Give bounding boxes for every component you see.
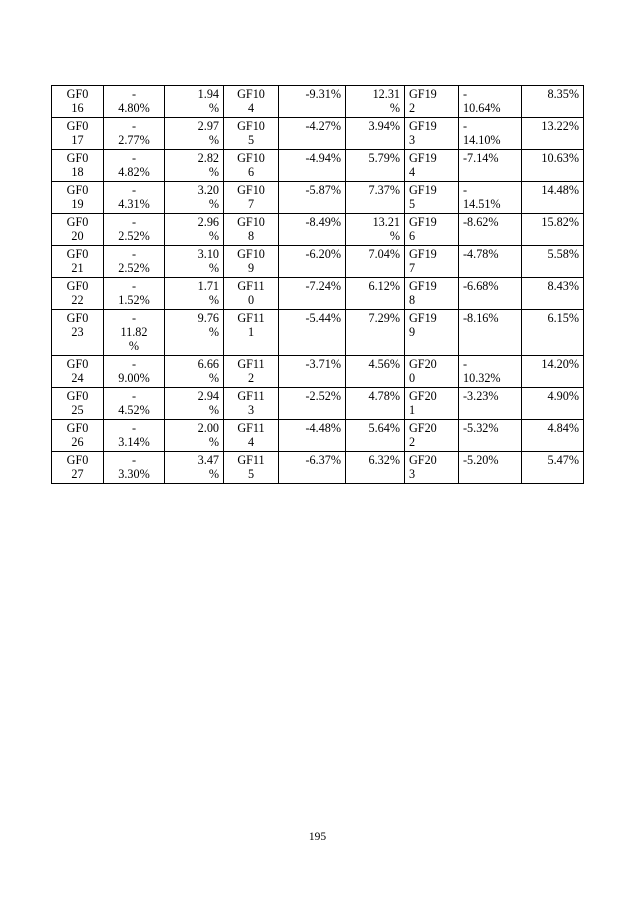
table-cell-high-a: 2.82 % <box>165 150 224 182</box>
table-cell-low-a: - 9.00% <box>104 356 165 388</box>
table-cell-low-b: -8.49% <box>279 214 346 246</box>
table-row <box>52 246 584 278</box>
table-row <box>52 420 584 452</box>
table-cell-high-b: 7.04% <box>346 246 405 278</box>
table-cell-high-c: 13.22% <box>522 118 584 150</box>
table-cell-high-a: 3.47 % <box>165 452 224 484</box>
table-cell-id-a: GF0 27 <box>52 452 104 484</box>
table-cell-low-a: - 3.14% <box>104 420 165 452</box>
table-cell-low-b: -5.44% <box>279 310 346 356</box>
table-cell-low-c: - 14.51% <box>459 182 522 214</box>
table-row <box>52 214 584 246</box>
table-cell-high-b: 6.12% <box>346 278 405 310</box>
table-cell-id-b: GF11 3 <box>224 388 279 420</box>
table-cell-high-a: 3.20 % <box>165 182 224 214</box>
table-cell-id-a: GF0 20 <box>52 214 104 246</box>
table-cell-high-b: 7.37% <box>346 182 405 214</box>
table-cell-high-c: 8.35% <box>522 86 584 118</box>
table-cell-high-c: 10.63% <box>522 150 584 182</box>
table-body <box>52 86 584 484</box>
table-cell-high-a: 1.71 % <box>165 278 224 310</box>
table-cell-id-b: GF11 2 <box>224 356 279 388</box>
table-cell-id-c: GF19 2 <box>405 86 459 118</box>
table-cell-low-b: -2.52% <box>279 388 346 420</box>
table-cell-high-b: 5.64% <box>346 420 405 452</box>
table-cell-high-c: 4.90% <box>522 388 584 420</box>
table-cell-high-a: 1.94 % <box>165 86 224 118</box>
table-cell-id-c: GF19 8 <box>405 278 459 310</box>
table-cell-high-b: 5.79% <box>346 150 405 182</box>
table-cell-id-c: GF19 5 <box>405 182 459 214</box>
table-row <box>52 388 584 420</box>
table-cell-id-a: GF0 19 <box>52 182 104 214</box>
table-cell-id-c: GF20 3 <box>405 452 459 484</box>
table-cell-id-c: GF19 7 <box>405 246 459 278</box>
table-cell-id-c: GF19 6 <box>405 214 459 246</box>
table-cell-low-b: -6.37% <box>279 452 346 484</box>
table-cell-id-c: GF20 0 <box>405 356 459 388</box>
table-cell-id-b: GF11 1 <box>224 310 279 356</box>
table-cell-low-b: -9.31% <box>279 86 346 118</box>
table-cell-id-a: GF0 24 <box>52 356 104 388</box>
table-cell-low-b: -6.20% <box>279 246 346 278</box>
table-cell-id-c: GF19 4 <box>405 150 459 182</box>
table-cell-id-a: GF0 23 <box>52 310 104 356</box>
table-cell-low-a: - 3.30% <box>104 452 165 484</box>
table-cell-id-a: GF0 22 <box>52 278 104 310</box>
table-cell-high-a: 2.00 % <box>165 420 224 452</box>
table-cell-low-b: -4.48% <box>279 420 346 452</box>
table-row <box>52 86 584 118</box>
table-cell-low-c: -5.20% <box>459 452 522 484</box>
table-cell-low-a: - 2.77% <box>104 118 165 150</box>
table-cell-high-b: 6.32% <box>346 452 405 484</box>
table-cell-high-a: 3.10 % <box>165 246 224 278</box>
table-cell-id-a: GF0 17 <box>52 118 104 150</box>
table-cell-high-c: 8.43% <box>522 278 584 310</box>
table-cell-low-a: - 4.31% <box>104 182 165 214</box>
table-cell-high-c: 15.82% <box>522 214 584 246</box>
table-cell-id-a: GF0 26 <box>52 420 104 452</box>
table-cell-low-b: -5.87% <box>279 182 346 214</box>
table-cell-id-a: GF0 18 <box>52 150 104 182</box>
table-row <box>52 310 584 356</box>
table-row <box>52 452 584 484</box>
table-row <box>52 356 584 388</box>
table-cell-low-a: - 4.82% <box>104 150 165 182</box>
table-row <box>52 150 584 182</box>
table-cell-high-c: 6.15% <box>522 310 584 356</box>
table-cell-id-b: GF11 0 <box>224 278 279 310</box>
table-cell-high-b: 3.94% <box>346 118 405 150</box>
table-cell-high-a: 2.94 % <box>165 388 224 420</box>
table-cell-high-c: 14.48% <box>522 182 584 214</box>
data-table <box>51 85 584 484</box>
table-cell-id-b: GF10 8 <box>224 214 279 246</box>
table-cell-id-a: GF0 16 <box>52 86 104 118</box>
table-cell-id-b: GF10 5 <box>224 118 279 150</box>
table-cell-id-c: GF20 2 <box>405 420 459 452</box>
table-cell-high-a: 6.66 % <box>165 356 224 388</box>
table-cell-low-a: - 4.80% <box>104 86 165 118</box>
table-cell-low-c: - 10.32% <box>459 356 522 388</box>
table-cell-high-a: 2.96 % <box>165 214 224 246</box>
page-number: 195 <box>308 831 327 843</box>
table-cell-high-b: 4.78% <box>346 388 405 420</box>
table-cell-low-a: - 2.52% <box>104 214 165 246</box>
table-cell-id-b: GF10 4 <box>224 86 279 118</box>
table-cell-low-c: - 14.10% <box>459 118 522 150</box>
table-cell-high-c: 5.58% <box>522 246 584 278</box>
table-cell-id-b: GF10 6 <box>224 150 279 182</box>
table-cell-id-b: GF10 7 <box>224 182 279 214</box>
table-cell-low-c: -4.78% <box>459 246 522 278</box>
table-cell-low-a: - 11.82 % <box>104 310 165 356</box>
table-cell-high-b: 7.29% <box>346 310 405 356</box>
table-cell-low-c: -8.16% <box>459 310 522 356</box>
table-cell-id-a: GF0 21 <box>52 246 104 278</box>
table-cell-id-b: GF11 5 <box>224 452 279 484</box>
table-cell-low-b: -7.24% <box>279 278 346 310</box>
table-cell-id-c: GF20 1 <box>405 388 459 420</box>
table-cell-low-c: -5.32% <box>459 420 522 452</box>
table-cell-low-c: -7.14% <box>459 150 522 182</box>
table-cell-low-b: -3.71% <box>279 356 346 388</box>
table-cell-low-a: - 2.52% <box>104 246 165 278</box>
table-cell-low-a: - 4.52% <box>104 388 165 420</box>
table-cell-low-a: - 1.52% <box>104 278 165 310</box>
table-cell-low-c: -6.68% <box>459 278 522 310</box>
table-cell-id-b: GF11 4 <box>224 420 279 452</box>
table-cell-high-b: 4.56% <box>346 356 405 388</box>
table-cell-low-c: -8.62% <box>459 214 522 246</box>
table-cell-high-b: 12.31 % <box>346 86 405 118</box>
table-cell-id-a: GF0 25 <box>52 388 104 420</box>
table-cell-id-c: GF19 9 <box>405 310 459 356</box>
table-cell-high-c: 4.84% <box>522 420 584 452</box>
table-cell-low-c: - 10.64% <box>459 86 522 118</box>
table-cell-low-b: -4.27% <box>279 118 346 150</box>
table-cell-high-b: 13.21 % <box>346 214 405 246</box>
table-row <box>52 182 584 214</box>
table-cell-low-c: -3.23% <box>459 388 522 420</box>
table-cell-high-c: 14.20% <box>522 356 584 388</box>
table-row <box>52 278 584 310</box>
table-cell-low-b: -4.94% <box>279 150 346 182</box>
table-row <box>52 118 584 150</box>
table-cell-high-a: 9.76 % <box>165 310 224 356</box>
table-cell-id-c: GF19 3 <box>405 118 459 150</box>
table-cell-id-b: GF10 9 <box>224 246 279 278</box>
table-cell-high-c: 5.47% <box>522 452 584 484</box>
table-cell-high-a: 2.97 % <box>165 118 224 150</box>
